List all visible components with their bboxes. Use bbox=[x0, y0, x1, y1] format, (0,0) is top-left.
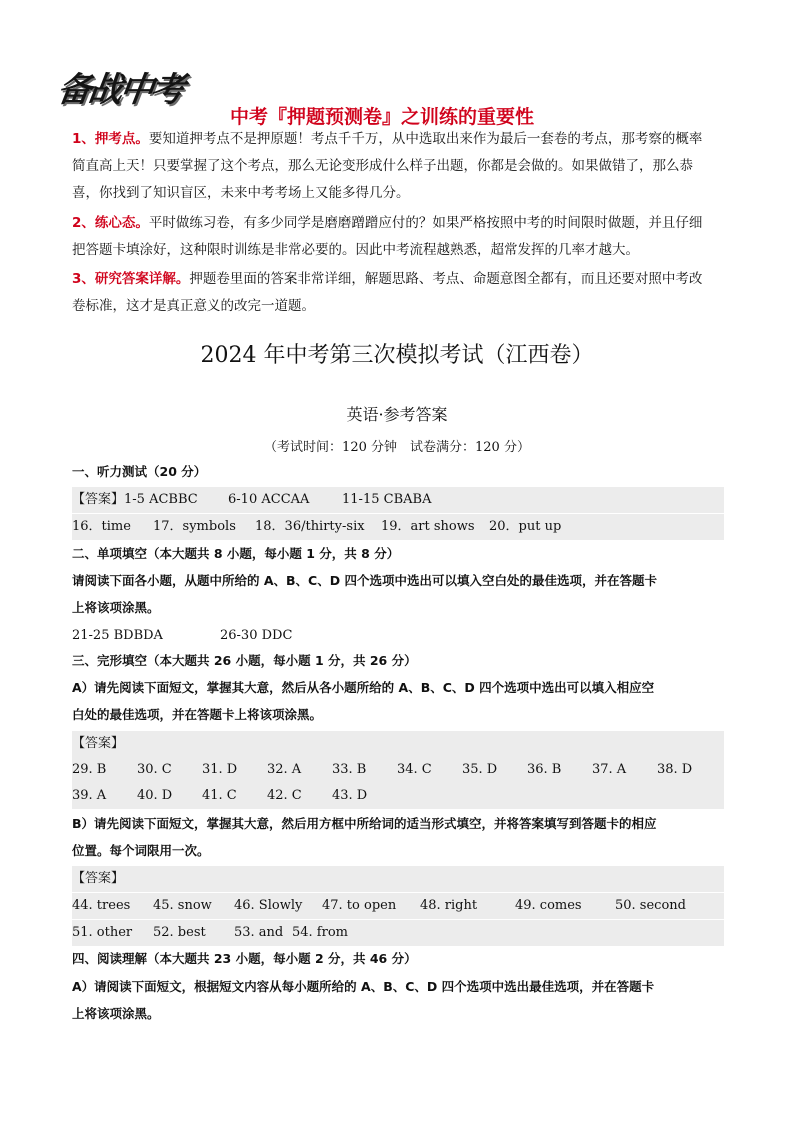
section-4-instruction-1: A）请阅读下面短文，根据短文内容从每小题所给的 A、B、C、D 四个选项中选出最佳选项，并在答题卡 bbox=[72, 979, 655, 994]
section-3b-instruction-1: B）请先阅读下面短文，掌握其大意，然后用方框中所给词的适当形式填空，并将答案填写到答题卡的相应 bbox=[72, 816, 657, 831]
section-2-instruction-2: 上将该项涂黑。 bbox=[72, 600, 160, 615]
section-3a-instruction-1: A）请先阅读下面短文，掌握其大意，然后从各小题所给的 A、B、C、D 四个选项中选出可以填入相应空 bbox=[72, 680, 655, 695]
answer-item: 37. A bbox=[592, 762, 627, 777]
intro-1-text: 要知道押考点不是押原题！考点千千万，从中选取出来作为最后一套卷的考点，那考察的概率 bbox=[148, 131, 703, 147]
intro-3-line-1 bbox=[72, 266, 722, 293]
answer-item: 51. other bbox=[72, 925, 133, 940]
section-4-instruction-2: 上将该项涂黑。 bbox=[72, 1006, 160, 1021]
section-3a-instruction-2: 白处的最佳选项，并在答题卡上将该项涂黑。 bbox=[72, 707, 323, 722]
section-1-answer-row-1 bbox=[72, 487, 724, 513]
answer-item: 34. C bbox=[397, 762, 432, 777]
section-2-heading: 二、单项填空（本大题共 8 小题，每小题 1 分，共 8 分） bbox=[72, 546, 400, 561]
answer-item: 35. D bbox=[462, 762, 498, 777]
answer-item: 18．36/thirty-six bbox=[255, 519, 365, 534]
exam-note: （考试时间：120 分钟 试卷满分：120 分） bbox=[264, 440, 530, 455]
section-3b-answer-label: 【答案】 bbox=[72, 866, 724, 892]
intro-2-line-2: 把答题卡填涂好，这种限时训练是非常必要的。因此中考流程越熟悉，超常发挥的几率才越大。 bbox=[72, 242, 639, 258]
intro-3-head: 3、研究答案详解。 bbox=[72, 271, 190, 287]
answer-item: 52. best bbox=[153, 925, 206, 940]
answer-item: 42. C bbox=[267, 788, 302, 803]
intro-2-head: 2、练心态。 bbox=[72, 215, 149, 231]
answer-item: 40. D bbox=[137, 788, 173, 803]
section-3b-answer-row-2 bbox=[72, 920, 724, 946]
section-4-heading: 四、阅读理解（本大题共 23 小题，每小题 2 分，共 46 分） bbox=[72, 951, 417, 966]
logo bbox=[54, 62, 198, 112]
section-1-answer-row-2 bbox=[72, 514, 724, 540]
answer-item: 32. A bbox=[267, 762, 302, 777]
logo-text: 备战中考 bbox=[54, 70, 185, 110]
answer-label: 【答案】 bbox=[72, 492, 125, 507]
section-3a-answer-row-1 bbox=[72, 757, 724, 783]
answer-item: 30. C bbox=[137, 762, 172, 777]
answer-item: 29. B bbox=[72, 762, 107, 777]
intro-3-text: 押题卷里面的答案非常详细，解题思路、考点、命题意图全都有，而且还要对照中考改 bbox=[189, 271, 703, 287]
answer-item: 36. B bbox=[527, 762, 562, 777]
answer-group: 1-5 ACBBC bbox=[124, 492, 198, 507]
section-3-heading: 三、完形填空（本大题共 26 小题，每小题 1 分，共 26 分） bbox=[72, 653, 417, 668]
answer-item: 31. D bbox=[202, 762, 238, 777]
answer-group: 11-15 CBABA bbox=[342, 492, 432, 507]
answer-item: 53. and bbox=[234, 925, 284, 940]
answer-item: 19．art shows bbox=[381, 519, 475, 534]
intro-3-line-2: 卷标准，这才是真正意义的改完一道题。 bbox=[72, 298, 315, 314]
answer-item: 47. to open bbox=[322, 898, 397, 913]
section-3b-instruction-2: 位置。每个词限用一次。 bbox=[72, 843, 210, 858]
answer-item: 20．put up bbox=[489, 519, 562, 534]
intro-2-line-1 bbox=[72, 210, 722, 237]
answer-item: 49. comes bbox=[515, 898, 582, 913]
section-2-instruction-1: 请阅读下面各小题，从题中所给的 A、B、C、D 四个选项中选出可以填入空白处的最佳选项，并在答题卡 bbox=[72, 573, 657, 588]
answer-item: 38. D bbox=[657, 762, 693, 777]
answer-group: 21-25 BDBDA bbox=[72, 628, 163, 643]
answer-item: 17．symbols bbox=[153, 519, 236, 534]
answer-item: 44. trees bbox=[72, 898, 131, 913]
section-1-heading: 一、听力测试（20 分） bbox=[72, 464, 207, 479]
section-2-answers bbox=[72, 623, 724, 649]
answer-item: 46. Slowly bbox=[234, 898, 303, 913]
intro-1-line-1 bbox=[72, 126, 722, 153]
section-3b-answer-row-1 bbox=[72, 893, 724, 919]
section-3a-answer-row-2 bbox=[72, 783, 724, 809]
answer-item: 33. B bbox=[332, 762, 367, 777]
answer-item: 41. C bbox=[202, 788, 237, 803]
answer-item: 50. second bbox=[615, 898, 686, 913]
answer-item: 54. from bbox=[292, 925, 348, 940]
intro-1-line-3: 喜，你找到了知识盲区，未来中考考场上又能多得几分。 bbox=[72, 185, 410, 201]
banner-title: 中考『押题预测卷』之训练的重要性 bbox=[230, 106, 535, 128]
answer-group: 26-30 DDC bbox=[220, 628, 293, 643]
answer-item: 45. snow bbox=[153, 898, 212, 913]
section-3a-answer-label: 【答案】 bbox=[72, 731, 724, 757]
answer-item: 43. D bbox=[332, 788, 368, 803]
answer-group: 6-10 ACCAA bbox=[228, 492, 310, 507]
intro-1-head: 1、押考点。 bbox=[72, 131, 149, 147]
intro-2-text: 平时做练习卷，有多少同学是磨磨蹭蹭应付的？如果严格按照中考的时间限时做题，并且仔细 bbox=[148, 215, 703, 231]
intro-1-line-2: 简直高上天！只要掌握了这个考点，那么无论变形成什么样子出题，你都是会做的。如果做错了，那么恭 bbox=[72, 158, 693, 174]
answer-item: 48. right bbox=[420, 898, 478, 913]
answer-item: 16．time bbox=[72, 519, 131, 534]
exam-subtitle: 英语·参考答案 bbox=[346, 405, 448, 424]
exam-title: 2024 年中考第三次模拟考试（江西卷） bbox=[200, 343, 594, 368]
answer-item: 39. A bbox=[72, 788, 107, 803]
